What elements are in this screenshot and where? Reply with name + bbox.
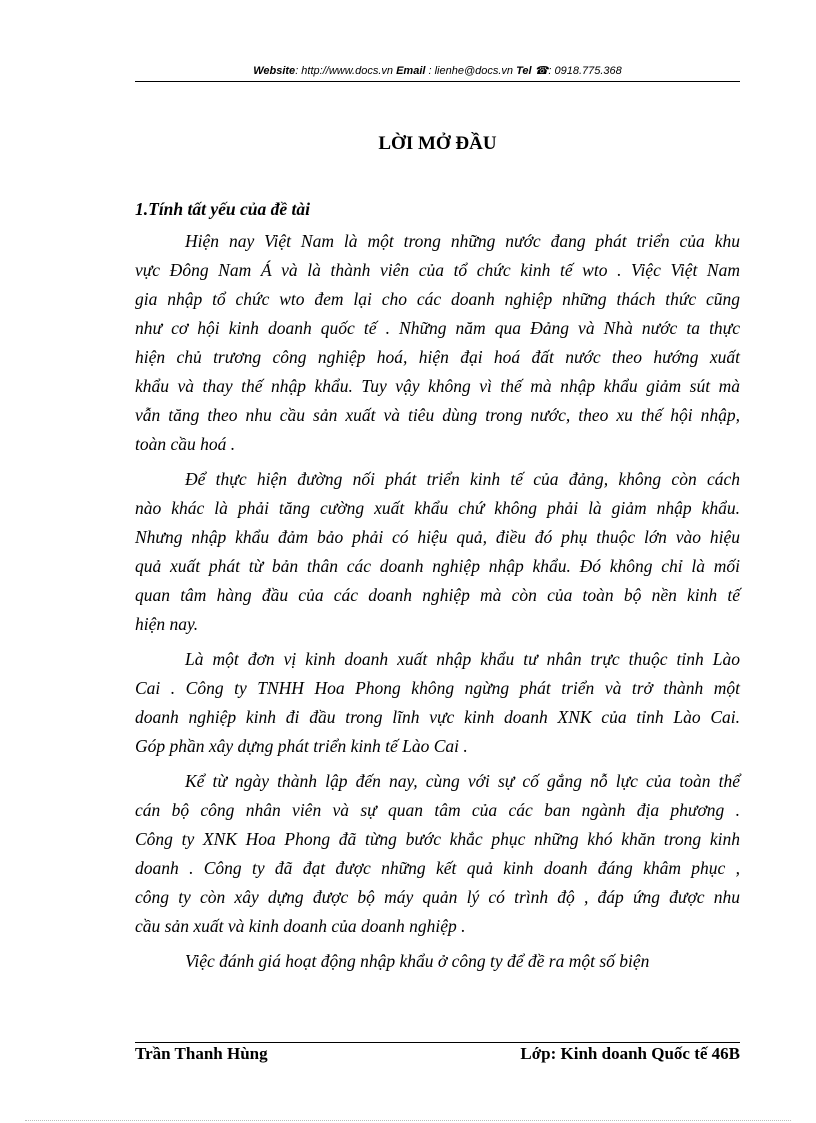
page-header <box>135 64 740 77</box>
text-line: gia nhập tổ chức wto đem lại cho các doanh nghiệp những thách thức cũng <box>135 289 740 309</box>
body-text <box>135 227 740 982</box>
paragraph <box>135 645 740 761</box>
text-line: Nhưng nhập khẩu đảm bảo phải có hiệu quả, điều đó phụ thuộc lớn vào hiệu <box>135 527 740 547</box>
paragraph <box>135 465 740 639</box>
text-line: Là một đơn vị kinh doanh xuất nhập khẩu tư nhân trực thuộc tỉnh Lào <box>185 649 740 669</box>
text-line: vẫn tăng theo nhu cầu sản xuất và tiêu dùng trong nước, theo xu thế hội nhập, <box>135 405 740 425</box>
header-divider <box>135 81 740 82</box>
phone-icon: ☎ <box>534 65 549 77</box>
text-line: cán bộ công nhân viên và sự quan tâm của các ban ngành địa phương . <box>135 800 740 820</box>
paragraph <box>135 947 740 976</box>
text-line: doanh nghiệp kinh đi đầu trong lĩnh vực kinh doanh XNK của tỉnh Lào Cai. <box>135 707 740 727</box>
paragraph <box>135 767 740 941</box>
text-line: toàn cầu hoá . <box>135 434 236 454</box>
email-label: Email <box>396 65 426 77</box>
tel-value: : 0918.775.368 <box>548 65 622 77</box>
paragraph <box>135 227 740 459</box>
text-line: Việc đánh giá hoạt động nhập khẩu ở công ty để đề ra một số biện <box>185 951 650 971</box>
section-heading: 1.Tính tất yếu của đề tài <box>135 199 310 219</box>
text-line: Công ty XNK Hoa Phong đã từng bước khắc phục những khó khăn trong kinh <box>135 829 740 849</box>
text-line: doanh . Công ty đã đạt được những kết quả kinh doanh đáng khâm phục , <box>135 858 740 878</box>
page-title: LỜI MỞ ĐẦU <box>378 133 497 154</box>
text-line: công ty còn xây dựng được bộ máy quản lý có trình độ , đáp ứng được nhu <box>135 887 740 907</box>
text-line: hiện chủ trương công nghiệp hoá, hiện đại hoá đất nước theo hướng xuất <box>135 347 740 367</box>
text-line: Hiện nay Việt Nam là một trong những nước đang phát triển của khu <box>185 231 740 251</box>
website-value: : http://www.docs.vn <box>295 65 394 77</box>
text-line: quả xuất phát từ bản thân các doanh nghiệp nhập khẩu. Đó không chỉ là mối <box>135 556 740 576</box>
footer-author: Trần Thanh Hùng <box>135 1044 268 1063</box>
footer-class: Lớp: Kinh doanh Quốc tế 46B <box>520 1044 740 1063</box>
text-line: vực Đông Nam Á và là thành viên của tổ chức kinh tế wto . Việc Việt Nam <box>135 260 740 280</box>
text-line: quan tâm hàng đầu của các doanh nghiệp mà còn của toàn bộ nền kinh tế <box>135 585 740 605</box>
text-line: cầu sản xuất và kinh doanh của doanh nghiệp . <box>135 916 466 936</box>
text-line: Kể từ ngày thành lập đến nay, cùng với sự cố gắng nỗ lực của toàn thể <box>185 771 740 791</box>
email-value: : lienhe@docs.vn <box>428 65 514 77</box>
text-line: khẩu và thay thế nhập khẩu. Tuy vậy không vì thế mà nhập khẩu giảm sút mà <box>135 376 740 396</box>
footer-divider <box>135 1042 740 1043</box>
page-edge-divider <box>25 1120 791 1121</box>
text-line: Góp phần xây dựng phát triển kinh tế Lào Cai . <box>135 736 468 756</box>
text-line: Cai . Công ty TNHH Hoa Phong không ngừng phát triển và trở thành một <box>135 678 740 698</box>
tel-label: Tel <box>516 65 532 77</box>
text-line: hiện nay. <box>135 614 199 634</box>
text-line: Để thực hiện đường nối phát triển kinh tế của đảng, không còn cách <box>185 469 740 489</box>
website-label: Website <box>253 65 296 77</box>
text-line: như cơ hội kinh doanh quốc tế . Những năm qua Đảng và Nhà nước ta thực <box>135 318 740 338</box>
text-line: nào khác là phải tăng cường xuất khẩu chứ không phải là giảm nhập khẩu. <box>135 498 740 518</box>
